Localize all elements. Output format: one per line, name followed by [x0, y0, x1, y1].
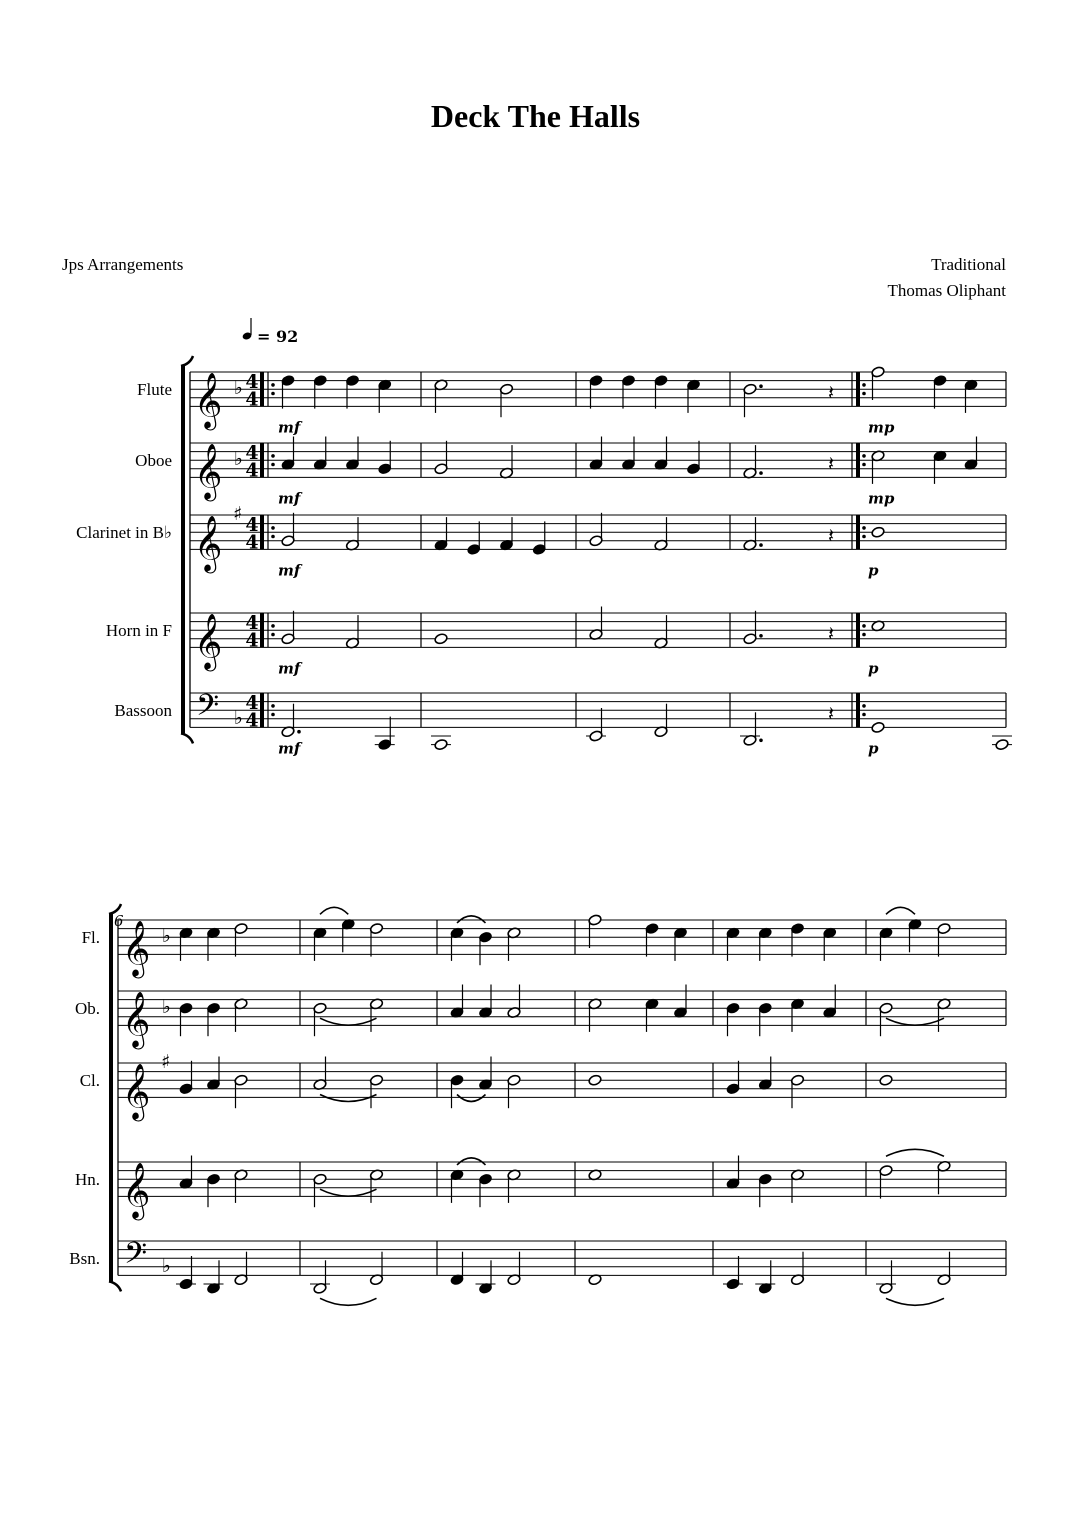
slur: [886, 1298, 944, 1305]
slur: [886, 1149, 944, 1156]
treble-clef-icon: 𝄞: [194, 613, 223, 670]
instrument-label: Hn.: [74, 1170, 100, 1190]
slur: [320, 1018, 377, 1025]
augmentation-dot: [297, 730, 301, 734]
treble-clef-icon: 𝄞: [194, 372, 223, 429]
dynamic-marking: mf: [278, 739, 301, 758]
dynamic-marking: mp: [868, 418, 895, 437]
repeat-dot: [271, 392, 275, 396]
flat-icon: ♭: [234, 706, 243, 729]
sharp-icon: ♯: [161, 1051, 171, 1073]
repeat-dot: [271, 454, 275, 458]
instrument-label: Ob.: [74, 999, 100, 1019]
time-signature-den: 4: [245, 531, 259, 554]
slur: [457, 1158, 486, 1165]
slur: [886, 907, 915, 914]
repeat-dot: [862, 454, 866, 458]
instrument-label: Horn in F: [105, 621, 172, 641]
treble-clef-icon: 𝄞: [122, 1162, 151, 1219]
repeat-dot: [862, 392, 866, 396]
time-signature-num: 4: [245, 442, 259, 465]
notehead: [588, 1074, 602, 1086]
instrument-label: Bsn.: [69, 1249, 100, 1269]
dynamic-marking: mf: [278, 659, 301, 678]
repeat-dot: [862, 535, 866, 539]
repeat-dot: [862, 633, 866, 637]
bass-clef-icon: 𝄢: [196, 688, 220, 730]
repeat-dot: [271, 713, 275, 717]
flat-icon: ♭: [234, 377, 243, 400]
notehead: [434, 739, 448, 751]
quarter-rest-icon: 𝄽: [828, 523, 835, 548]
repeat-dot: [862, 383, 866, 387]
dynamic-marking: p: [868, 561, 879, 580]
dynamic-marking: p: [868, 659, 879, 678]
treble-clef-icon: 𝄞: [122, 991, 151, 1048]
composer-credit: Traditional: [931, 255, 1006, 274]
score-title: Deck The Halls: [430, 98, 641, 134]
instrument-label: Bassoon: [114, 701, 172, 721]
slur: [320, 1298, 377, 1305]
repeat-dot: [862, 713, 866, 717]
notehead: [995, 739, 1009, 751]
slur: [320, 1095, 377, 1102]
notehead: [871, 721, 885, 733]
repeat-dot: [271, 463, 275, 467]
augmentation-dot: [759, 543, 763, 547]
augmentation-dot: [759, 384, 763, 388]
time-signature-den: 4: [245, 629, 259, 652]
repeat-dot: [862, 526, 866, 530]
dynamic-marking: mf: [278, 418, 301, 437]
repeat-dot: [271, 633, 275, 637]
treble-clef-icon: 𝄞: [194, 515, 223, 572]
time-signature-num: 4: [245, 371, 259, 394]
notehead: [879, 1074, 893, 1086]
tempo-marking: = 92: [257, 327, 299, 346]
treble-clef-icon: 𝄞: [122, 1063, 151, 1120]
flat-icon: ♭: [162, 925, 171, 948]
repeat-dot: [271, 535, 275, 539]
augmentation-dot: [759, 634, 763, 638]
slur: [886, 1018, 944, 1025]
flat-icon: ♭: [162, 996, 171, 1019]
dynamic-marking: p: [868, 739, 879, 758]
dynamic-marking: mp: [868, 489, 895, 508]
slur: [320, 1189, 377, 1196]
system-bracket: [109, 1281, 121, 1291]
quarter-rest-icon: 𝄽: [828, 380, 835, 405]
instrument-label: Oboe: [135, 451, 172, 471]
notehead: [871, 526, 885, 538]
instrument-label: Clarinet in B♭: [76, 523, 172, 543]
repeat-dot: [862, 624, 866, 628]
repeat-dot: [862, 463, 866, 467]
system-bracket: [181, 356, 193, 366]
flat-icon: ♭: [162, 1254, 171, 1277]
quarter-rest-icon: 𝄽: [828, 701, 835, 726]
arranger-credit: Jps Arrangements: [62, 255, 184, 274]
repeat-dot: [271, 624, 275, 628]
time-signature-den: 4: [245, 388, 259, 411]
augmentation-dot: [759, 471, 763, 475]
time-signature-den: 4: [245, 709, 259, 732]
repeat-dot: [271, 526, 275, 530]
augmentation-dot: [759, 739, 763, 743]
measure-number: 6: [114, 912, 124, 930]
notehead: [434, 633, 448, 645]
repeat-dot: [271, 704, 275, 708]
time-signature-num: 4: [245, 612, 259, 635]
dynamic-marking: mf: [278, 561, 301, 580]
instrument-label: Fl.: [81, 928, 100, 948]
dynamic-marking: mf: [278, 489, 301, 508]
treble-clef-icon: 𝄞: [194, 443, 223, 500]
bass-clef-icon: 𝄢: [124, 1236, 148, 1278]
sharp-icon: ♯: [233, 503, 243, 525]
slur: [457, 1095, 486, 1102]
repeat-dot: [862, 704, 866, 708]
slur: [320, 907, 348, 914]
quarter-rest-icon: 𝄽: [828, 451, 835, 476]
instrument-label: Cl.: [79, 1071, 100, 1091]
system-bracket: [181, 733, 193, 743]
instrument-label: Flute: [137, 380, 172, 400]
repeat-dot: [271, 383, 275, 387]
quarter-rest-icon: 𝄽: [828, 621, 835, 646]
slur: [457, 916, 486, 923]
time-signature-num: 4: [245, 692, 259, 715]
time-signature-den: 4: [245, 459, 259, 482]
flat-icon: ♭: [234, 448, 243, 471]
time-signature-num: 4: [245, 514, 259, 537]
lyricist-credit: Thomas Oliphant: [887, 281, 1006, 300]
treble-clef-icon: 𝄞: [122, 920, 151, 977]
